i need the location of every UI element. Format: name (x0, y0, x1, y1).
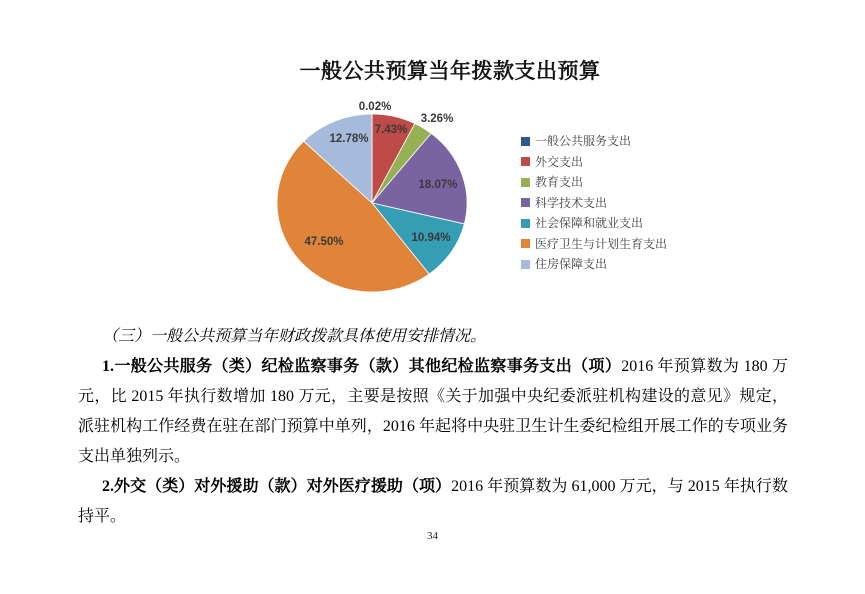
page-number: 34 (427, 530, 438, 542)
document-body (78, 322, 788, 532)
paragraph (78, 352, 788, 472)
legend-item (521, 258, 667, 270)
legend-swatch-icon (521, 260, 530, 269)
legend-item (521, 156, 667, 168)
legend-item (521, 176, 667, 188)
legend-swatch-icon (521, 178, 530, 187)
pie-slice-value-label: 7.43% (374, 124, 408, 137)
legend-swatch-icon (521, 137, 530, 146)
legend-label: 科学技术支出 (535, 195, 608, 210)
legend-swatch-icon (521, 239, 530, 248)
text-run: 2016 年预算数为 61,000 万元，与 2015 年执行数持平。 (78, 478, 788, 525)
legend-swatch-icon (521, 219, 530, 228)
chart-legend (521, 135, 667, 279)
pie-slice-value-label: 0.02% (358, 101, 392, 114)
legend-item (521, 238, 667, 250)
legend-item (521, 135, 667, 147)
pie-slice-value-label: 47.50% (304, 236, 344, 249)
text-run: 2.外交（类）对外援助（款）对外医疗援助（项） (102, 478, 452, 495)
legend-label: 医疗卫生与计划生育支出 (535, 236, 668, 251)
legend-label: 外交支出 (535, 154, 584, 169)
text-run: 1.一般公共服务（类）纪检监察事务（款）其他纪检监察事务支出（项） (102, 358, 622, 375)
pie-chart (252, 83, 492, 323)
legend-swatch-icon (521, 157, 530, 166)
pie-slice-value-label: 12.78% (329, 133, 369, 146)
legend-label: 一般公共服务支出 (535, 134, 632, 148)
paragraph (78, 472, 788, 532)
pie-slice-value-label: 10.94% (411, 232, 451, 245)
legend-label: 住房保障支出 (535, 257, 608, 271)
chart-title: 一般公共预算当年拨款支出预算 (299, 60, 601, 83)
pie-slice-value-label: 18.07% (418, 179, 458, 192)
legend-item (521, 197, 667, 209)
text-run: （三）一般公共预算当年财政拨款具体使用安排情况。 (102, 328, 487, 345)
legend-item (521, 217, 667, 229)
paragraph (78, 322, 788, 352)
legend-label: 社会保障和就业支出 (535, 216, 644, 230)
text-run: 2016 年预算数为 180 万元，比 2015 年执行数增加 180 万元，主要是按照《关于加强中央纪委派驻机构建设的意见》规定，派驻机构工作经费在驻在部门预算中单列，2016 年起将中央驻卫生计生委纪检组开展工作的专项业务支出单独列示。 (78, 358, 788, 465)
legend-swatch-icon (521, 198, 530, 207)
legend-label: 教育支出 (535, 175, 584, 189)
pie-slice-value-label: 3.26% (420, 113, 454, 126)
